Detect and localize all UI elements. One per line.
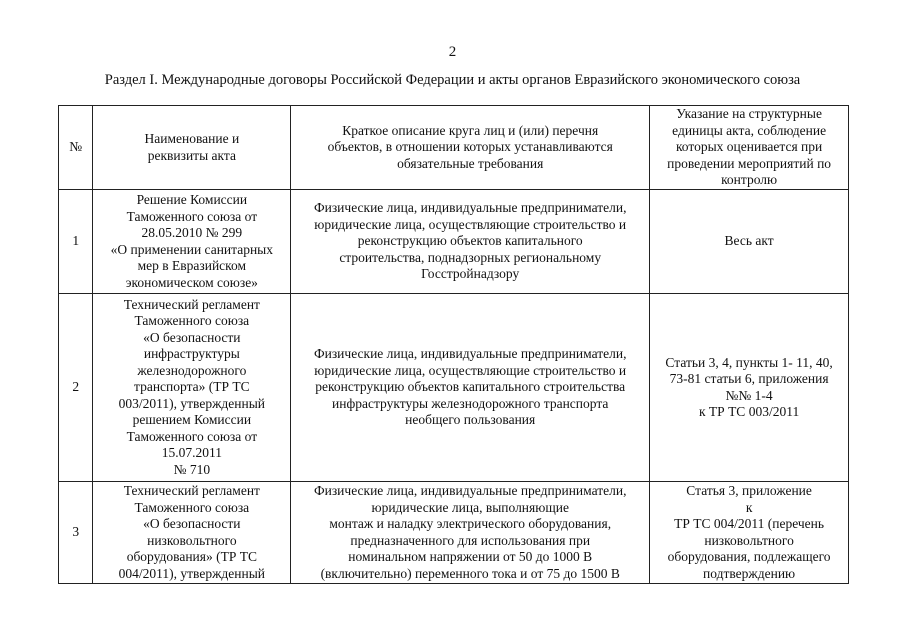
header-act-name: Наименование и реквизиты акта — [93, 106, 291, 190]
table-row — [59, 294, 849, 482]
row-number: 2 — [59, 294, 93, 482]
header-structural-units: Указание на структурные единицы акта, соблюдение которых оценивается при проведении мероприятий по контролю — [650, 106, 849, 190]
table-row — [59, 190, 849, 294]
description-cell: Физические лица, индивидуальные предприниматели, юридические лица, осуществляющие строительство и реконструкцию объектов капитального строительства, поднадзорных региональному Госстройнадзору — [291, 190, 650, 294]
row-number: 3 — [59, 482, 93, 584]
act-name-cell: Технический регламент Таможенного союза «О безопасности инфраструктуры железнодорожного транспорта» (ТР ТС 003/2011), утвержденный решением Комиссии Таможенного союза от 15.07.2011 № 710 — [93, 294, 291, 482]
table-row — [59, 482, 849, 584]
page-number: 2 — [448, 44, 457, 60]
description-cell: Физические лица, индивидуальные предприниматели, юридические лица, выполняющие монтаж и наладку электрического оборудования, предназначенного для использования при номинальном напряжении от 50 до 1000 В (включительно) переменного тока и от 75 до 1500 В — [291, 482, 650, 584]
act-name-cell: Технический регламент Таможенного союза «О безопасности низковольтного оборудования» (ТР ТС 004/2011), утвержденный — [93, 482, 291, 584]
acts-table — [58, 105, 849, 584]
act-name-cell: Решение Комиссии Таможенного союза от 28.05.2010 № 299 «О применении санитарных мер в Евразийском экономическом союзе» — [93, 190, 291, 294]
table-header-row — [59, 106, 849, 190]
section-title: Раздел I. Международные договоры Российской Федерации и акты органов Евразийского экономического союза — [104, 72, 801, 88]
units-cell: Весь акт — [650, 190, 849, 294]
header-number: № — [59, 106, 93, 190]
units-cell: Статьи 3, 4, пункты 1- 11, 40, 73-81 статьи 6, приложения №№ 1-4 к ТР ТС 003/2011 — [650, 294, 849, 482]
row-number: 1 — [59, 190, 93, 294]
header-description: Краткое описание круга лиц и (или) перечня объектов, в отношении которых устанавливаются обязательные требования — [291, 106, 650, 190]
description-cell: Физические лица, индивидуальные предприниматели, юридические лица, осуществляющие строительство и реконструкцию объектов капитального строительства инфраструктуры железнодорожного транспорта необщего пользования — [291, 294, 650, 482]
units-cell: Статья 3, приложение к ТР ТС 004/2011 (перечень низковольтного оборудования, подлежащего подтверждению — [650, 482, 849, 584]
